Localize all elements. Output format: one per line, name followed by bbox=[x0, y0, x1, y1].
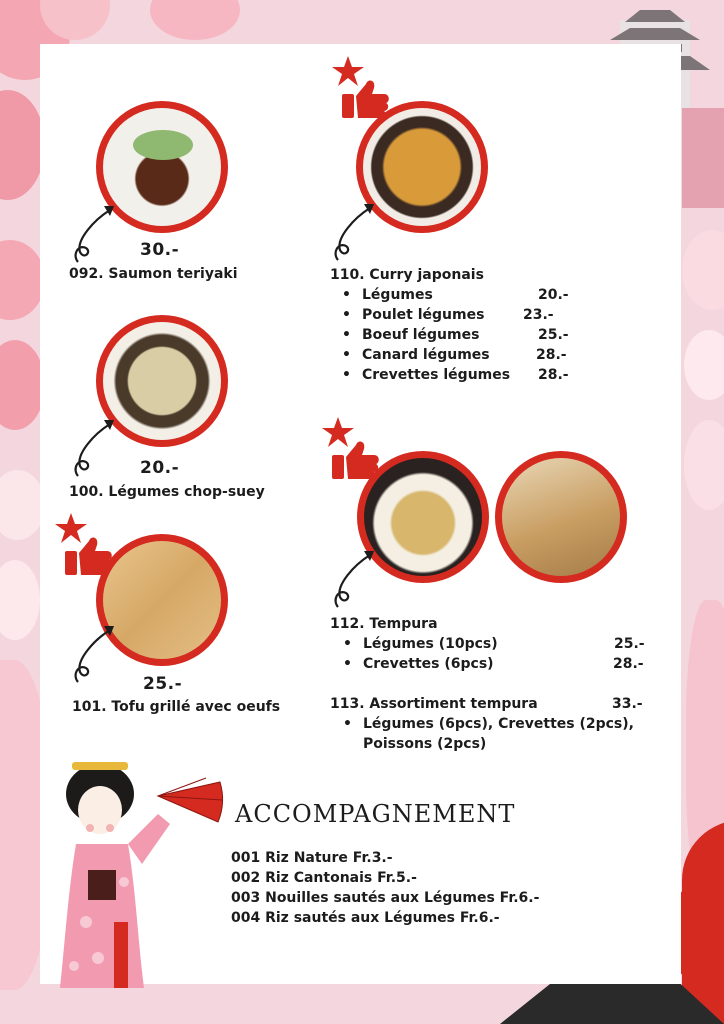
bullet-icon: • bbox=[342, 367, 351, 383]
list-item bbox=[343, 716, 653, 734]
side-dish-line: 003 Nouilles sautés aux Légumes Fr.6.- bbox=[231, 890, 540, 906]
item-label: Crevettes légumes bbox=[362, 367, 511, 383]
bullet-icon: • bbox=[343, 716, 352, 732]
list-item bbox=[342, 307, 582, 325]
list-item bbox=[343, 656, 653, 674]
dish-price: 33.- bbox=[612, 696, 643, 712]
dish-name: 101. Tofu grillé avec oeufs bbox=[72, 699, 281, 715]
dish-name: 110. Curry japonais bbox=[330, 267, 484, 283]
dish-name: 092. Saumon teriyaki bbox=[69, 266, 238, 282]
blossom-decoration bbox=[684, 330, 724, 400]
bullet-icon: • bbox=[343, 636, 352, 652]
dish-price: 20.- bbox=[140, 458, 180, 478]
item-label: Légumes (6pcs), Crevettes (2pcs), bbox=[363, 716, 634, 732]
curly-arrow-icon bbox=[70, 620, 120, 685]
list-item bbox=[342, 367, 582, 385]
curly-arrow-icon bbox=[330, 198, 380, 263]
bullet-icon: • bbox=[342, 327, 351, 343]
list-item-continuation bbox=[363, 736, 653, 754]
item-price: 28.- bbox=[613, 656, 644, 672]
blossom-decoration bbox=[682, 108, 724, 208]
dish-price: 25.- bbox=[143, 674, 183, 694]
list-item bbox=[343, 636, 653, 654]
blossom-decoration bbox=[0, 470, 45, 540]
side-dish-line: 004 Riz sautés aux Légumes Fr.6.- bbox=[231, 910, 500, 926]
blossom-decoration bbox=[0, 340, 45, 430]
dish-price: 30.- bbox=[140, 240, 180, 260]
bullet-icon: • bbox=[342, 307, 351, 323]
bullet-icon: • bbox=[342, 347, 351, 363]
side-dish-line: 001 Riz Nature Fr.3.- bbox=[231, 850, 393, 866]
list-item bbox=[342, 327, 582, 345]
bullet-icon: • bbox=[342, 287, 351, 303]
item-label: Poissons (2pcs) bbox=[363, 736, 487, 752]
item-label: Légumes (10pcs) bbox=[363, 636, 498, 652]
side-dish-line: 002 Riz Cantonais Fr.5.- bbox=[231, 870, 417, 886]
dish-name: 113. Assortiment tempura bbox=[330, 696, 538, 712]
item-price: 20.- bbox=[538, 287, 569, 303]
item-price: 28.- bbox=[538, 367, 569, 383]
blossom-decoration bbox=[0, 90, 45, 200]
item-price: 25.- bbox=[538, 327, 569, 343]
blossom-decoration bbox=[682, 230, 724, 310]
item-price: 23.- bbox=[523, 307, 554, 323]
dish-name: 112. Tempura bbox=[330, 616, 438, 632]
thumbs-up-star-icon bbox=[332, 56, 392, 121]
geisha-illustration bbox=[58, 752, 228, 997]
item-label: Boeuf légumes bbox=[362, 327, 480, 343]
curly-arrow-icon bbox=[70, 200, 120, 265]
item-label: Légumes bbox=[362, 287, 433, 303]
item-price: 25.- bbox=[614, 636, 645, 652]
list-item bbox=[342, 347, 582, 365]
curly-arrow-icon bbox=[70, 414, 120, 479]
item-label: Crevettes (6pcs) bbox=[363, 656, 494, 672]
blossom-decoration bbox=[0, 240, 45, 320]
blossom-decoration bbox=[0, 560, 40, 640]
blossom-decoration bbox=[684, 420, 724, 510]
blossom-decoration bbox=[150, 0, 240, 40]
curly-arrow-icon bbox=[330, 545, 380, 610]
item-label: Poulet légumes bbox=[362, 307, 485, 323]
item-price: 28.- bbox=[536, 347, 567, 363]
bullet-icon: • bbox=[343, 656, 352, 672]
dish-photo-tempura-crevettes bbox=[495, 451, 627, 583]
section-title: ACCOMPAGNEMENT bbox=[235, 800, 516, 828]
dish-name: 100. Légumes chop-suey bbox=[69, 484, 265, 500]
item-label: Canard légumes bbox=[362, 347, 490, 363]
list-item bbox=[342, 287, 582, 305]
